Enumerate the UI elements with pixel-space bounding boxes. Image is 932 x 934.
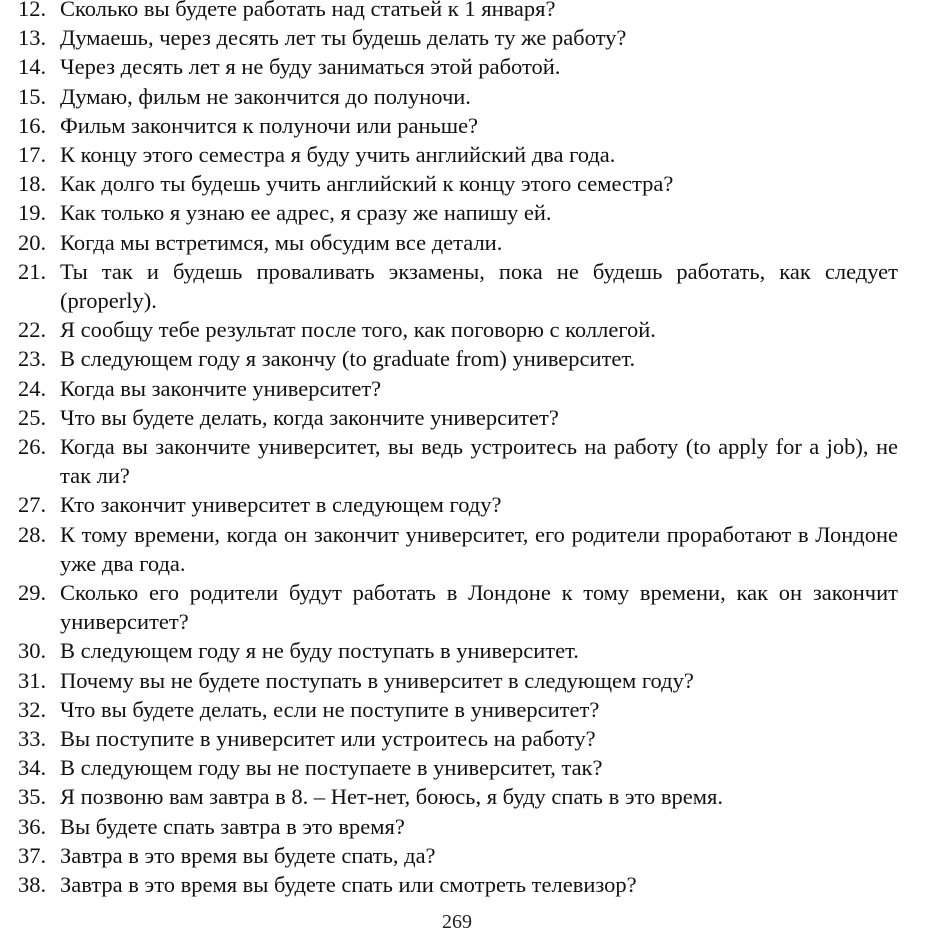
item-number: 25. — [18, 404, 47, 430]
item-text: Думаешь, через десять лет ты будешь делать ту же работу? — [60, 25, 627, 51]
list-item — [18, 520, 898, 578]
item-number: 21. — [18, 258, 47, 284]
item-text: Я сообщу тебе результат после того, как поговорю с коллегой. — [60, 317, 656, 343]
item-text: В следующем году я не буду поступать в университет. — [60, 638, 579, 664]
item-number: 31. — [18, 667, 47, 693]
item-text: Как только я узнаю ее адрес, я сразу же напишу ей. — [60, 200, 552, 226]
item-number: 14. — [18, 54, 47, 80]
list-item — [18, 82, 898, 111]
item-text: К концу этого семестра я буду учить английский два года. — [60, 142, 616, 168]
item-text: Ты так и будешь проваливать экзамены, пока не будешь работать, как следует (properly). — [60, 258, 898, 314]
item-text: В следующем году вы не поступаете в университет, так? — [60, 755, 603, 781]
list-item — [18, 344, 898, 373]
item-text: Думаю, фильм не закончится до полуночи. — [60, 83, 471, 109]
list-item — [18, 782, 898, 811]
list-item — [18, 228, 898, 257]
list-item — [18, 812, 898, 841]
item-number: 30. — [18, 638, 47, 664]
item-number: 12. — [18, 0, 47, 21]
item-text: Кто закончит университет в следующем году? — [60, 492, 502, 518]
item-number: 36. — [18, 813, 47, 839]
list-item — [18, 695, 898, 724]
list-item — [18, 432, 898, 490]
item-text: К тому времени, когда он закончит университет, его родители проработают в Лондоне уже два года. — [60, 521, 898, 576]
list-item — [18, 578, 898, 636]
item-number: 20. — [18, 229, 47, 255]
list-item — [18, 841, 898, 870]
item-text: Завтра в это время вы будете спать, да? — [60, 842, 436, 868]
item-number: 22. — [18, 317, 47, 343]
list-item — [18, 111, 898, 140]
item-text: Когда вы закончите университет? — [60, 375, 382, 401]
item-number: 18. — [18, 171, 47, 197]
item-number: 32. — [18, 696, 47, 722]
item-number: 28. — [18, 521, 47, 547]
item-number: 19. — [18, 200, 47, 226]
list-item — [18, 753, 898, 782]
item-text: Сколько его родители будут работать в Лондоне к тому времени, как он закончит университет? — [60, 580, 898, 635]
exercise-list — [18, 0, 898, 899]
item-number: 16. — [18, 112, 47, 138]
list-item — [18, 257, 898, 315]
item-text: Почему вы не будете поступать в университет в следующем году? — [60, 667, 694, 693]
item-number: 27. — [18, 492, 47, 518]
list-item — [18, 0, 898, 23]
item-number: 38. — [18, 872, 47, 898]
list-item — [18, 23, 898, 52]
item-number: 35. — [18, 784, 47, 810]
list-item — [18, 490, 898, 519]
item-text: Вы поступите в университет или устроитесь на работу? — [60, 726, 596, 752]
item-number: 26. — [18, 434, 47, 460]
item-number: 33. — [18, 726, 47, 752]
item-number: 15. — [18, 83, 47, 109]
item-text: Через десять лет я не буду заниматься этой работой. — [60, 54, 561, 80]
list-item — [18, 169, 898, 198]
list-item — [18, 403, 898, 432]
item-number: 13. — [18, 25, 47, 51]
list-item — [18, 666, 898, 695]
item-text: Когда мы встретимся, мы обсудим все детали. — [60, 229, 503, 255]
item-text: Завтра в это время вы будете спать или смотреть телевизор? — [60, 872, 637, 898]
item-text: Что вы будете делать, когда закончите университет? — [60, 404, 559, 430]
item-text: В следующем году я закончу (to graduate from) университет. — [60, 346, 636, 372]
item-number: 34. — [18, 755, 47, 781]
item-text: Когда вы закончите университет, вы ведь устроитесь на работу (to apply for a job), не так ли? — [60, 434, 898, 489]
item-number: 29. — [18, 580, 47, 606]
list-item — [18, 52, 898, 81]
page-number: 269 — [442, 911, 472, 933]
list-item — [18, 636, 898, 665]
item-number: 24. — [18, 375, 47, 401]
list-item — [18, 724, 898, 753]
list-item — [18, 198, 898, 227]
item-text: Сколько вы будете работать над статьей к 1 января? — [60, 0, 556, 21]
list-item — [18, 870, 898, 899]
item-number: 23. — [18, 346, 47, 372]
item-text: Вы будете спать завтра в это время? — [60, 813, 405, 839]
item-text: Как долго ты будешь учить английский к концу этого семестра? — [60, 171, 674, 197]
list-item — [18, 140, 898, 169]
item-text: Я позвоню вам завтра в 8. – Нет-нет, боюсь, я буду спать в это время. — [60, 784, 723, 810]
list-item — [18, 315, 898, 344]
item-text: Фильм закончится к полуночи или раньше? — [60, 112, 479, 138]
list-item — [18, 374, 898, 403]
item-text: Что вы будете делать, если не поступите в университет? — [60, 696, 600, 722]
item-number: 17. — [18, 142, 47, 168]
item-number: 37. — [18, 842, 47, 868]
